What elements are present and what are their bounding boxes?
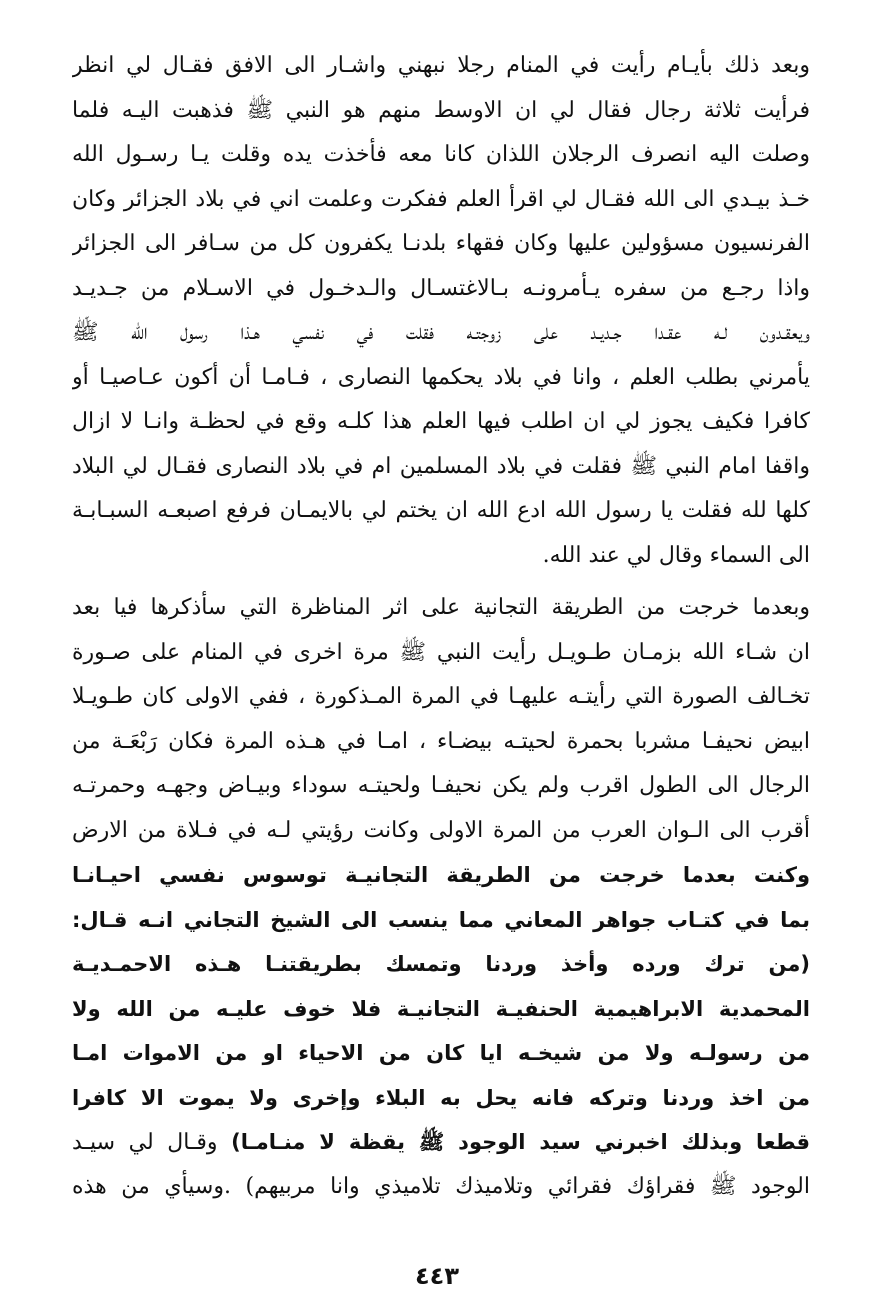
text-line: يأمرني بطلب العلم ، وانا في بلاد يحكمها النصارى ، فـامـا أن أكون عـاصيـا أو: [72, 364, 810, 390]
book-page: [72, 44, 810, 1264]
text-line: خـذ بيـدي الى الله فقـال لي اقرأ العلم ففكرت وعلمت اني في بلاد الجزائر وكان: [72, 186, 810, 212]
text-line: تخـالف الصورة التي رأيتـه عليهـا في المرة المـذكورة ، ففي الاولى كان طـويـلا: [72, 684, 810, 709]
text-line: المحمدية الابراهيمية الحنفيـة التجانيـة فلا خوف عليـه من الله ولا: [72, 996, 810, 1021]
text-line: بما في كتـاب جواهر المعاني مما ينسب الى الشيخ التجاني انـه قـال:: [72, 907, 810, 932]
text-line: الى السماء وقال لي عند الله.: [542, 542, 810, 568]
text-line: أقرب الى الـوان العرب من المرة الاولى وكانت رؤيتي لـه في فـلاة من الارض: [72, 817, 810, 843]
page-number: ٤٤٣: [415, 1262, 459, 1290]
text-line: كلها لله فقلت يا رسول الله ادع الله ان يختم لي بالايمـان فرفع اصبعـه السبـابـة: [72, 498, 810, 523]
text-line: ان شـاء الله بزمـان طـويـل رأيت النبي ﷺ مرة اخرى في المنام على صـورة: [72, 639, 810, 665]
text-line: وبعدما خرجت من الطريقة التجانية على اثر المناظرة التي سأذكرها فيا بعد: [72, 595, 810, 620]
text-line: [72, 1120, 810, 1165]
text-line: الفرنسيون مسؤولين عليها وكان فقهاء بلدنـا يكفرون كل من سـافر الى الجزائر: [72, 231, 810, 256]
text-line: فرأيت ثلاثة رجال فقال لي ان الاوسط منهم هو النبي ﷺ فذهبت اليـه فلما: [72, 97, 810, 123]
text-line: كافرا فكيف يجوز لي ان اطلب فيها العلم هذا كلـه وقع في لحظـة وانـا لا ازال: [72, 409, 810, 434]
text-line: ابيض نحيفـا مشربا بحمرة لحيتـه بيضـاء ، امـا في هـذه المرة فكان رَبْعَـة من: [72, 728, 810, 754]
text-line: ويعقـدون لـه عقـدا جـديـد على زوجتـه فقلت في نفسي هـذا رسول الله ﷺ: [72, 320, 810, 345]
bold-segment: قطعا وبذلك اخبرني سيد الوجود ﷺ يقظة لا منـامـا): [231, 1130, 810, 1154]
text-line: من رسولـه ولا من شيخـه ايا كان من الاحياء او من الاموات امـا: [72, 1041, 810, 1065]
text-line: من اخذ وردنا وتركه فانه يحل به البلاء وإخرى ولا يموت الا كافرا: [72, 1085, 810, 1110]
text-line: [72, 1165, 810, 1210]
paragraph-1: [72, 44, 810, 578]
paragraph-gap: [72, 578, 810, 586]
paragraph-2: [72, 586, 810, 1209]
text-line: واقفا امام النبي ﷺ فقلت في بلاد المسلمين ام في بلاد النصارى فقـال لي البلاد: [72, 453, 810, 479]
text-line: وصلت اليه انصرف الرجلان اللذان كانا معه فأخذت يده وقلت يـا رسـول الله: [72, 142, 810, 167]
text-line: الرجال الى الطول اقرب ولم يكن نحيفـا ولحيتـه سوداء وبيـاض وجهـه وحمرتـه: [72, 773, 810, 798]
normal-segment: وقـال لي سيـد: [72, 1130, 232, 1155]
text-line: وكنت بعدما خرجت من الطريقة التجانيـة توسوس نفسي احيـانـا: [72, 863, 810, 887]
normal-segment: الوجود ﷺ فقراؤك فقرائي وتلاميذك تلاميذي وانا مربيهم) .وسيأي من هذه: [72, 1173, 810, 1199]
text-line: واذا رجـع من سفره يـأمرونـه بـالاغتسـال والـدخـول في الاسـلام من جـديـد: [72, 275, 810, 301]
text-line: (من ترك ورده وأخذ وردنا وتمسك بطريقتنـا هـذه الاحمـديـة: [72, 952, 810, 976]
text-line: وبعد ذلك بأيـام رأيت في المنام رجلا نبهني واشـار الى الافق فقـال لي انظر: [72, 53, 810, 78]
